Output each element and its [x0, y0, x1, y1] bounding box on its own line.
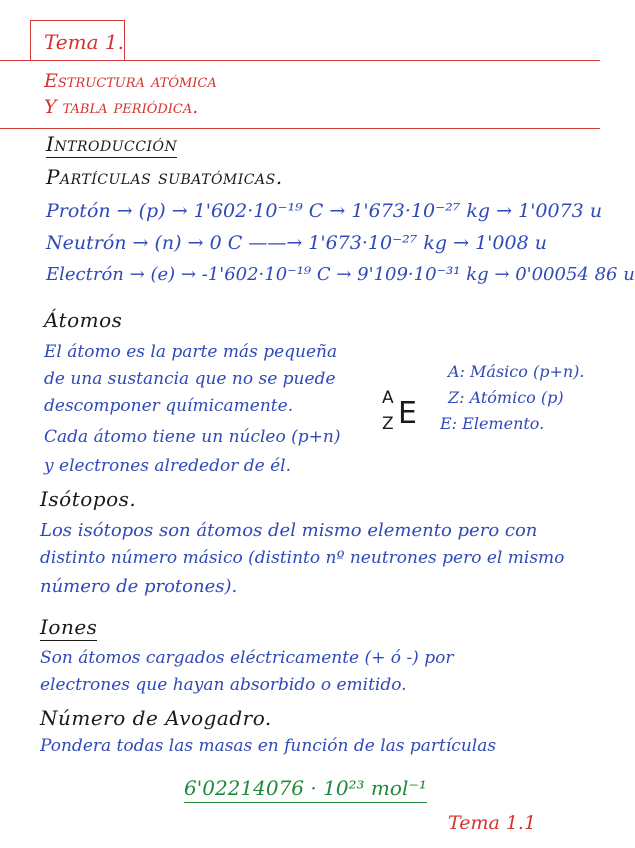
particle-charge: 0 C	[209, 232, 243, 254]
header-rule-top	[0, 60, 600, 61]
intro-heading: Introducción	[46, 132, 178, 156]
atomos-heading: Átomos	[44, 308, 123, 332]
subatomic-heading: Partículas subatómicas.	[46, 165, 283, 189]
isotopos-heading: Isótopos.	[40, 487, 137, 511]
particle-mass-u: 1'0073 u	[518, 200, 603, 222]
atomos-para2-line2: y electrones alrededor de él.	[44, 456, 292, 476]
particle-row-electron: Electrón → (e) → -1'602·10⁻¹⁹ C → 9'109·10⁻³¹ kg → 0'00054 86 u	[46, 264, 635, 285]
isotopos-line3: número de protones).	[40, 576, 238, 597]
particle-name: Electrón	[46, 264, 124, 285]
particle-mass-kg: 1'673·10⁻²⁷ kg	[308, 232, 448, 254]
atomos-para2-line1: Cada átomo tiene un núcleo (p+n)	[44, 427, 341, 447]
iones-line2: electrones que hayan absorbido o emitido.	[40, 675, 407, 695]
legend-mass-number: A: Másico (p+n).	[448, 362, 585, 381]
particle-mass-kg: 9'109·10⁻³¹ kg	[357, 264, 489, 285]
particle-row-neutron: Neutrón → (n) → 0 C ——→ 1'673·10⁻²⁷ kg → 1'008 u	[46, 232, 547, 254]
header-rule-bottom	[0, 128, 600, 129]
particle-name: Protón	[46, 200, 111, 222]
particle-symbol: (n)	[154, 232, 182, 254]
atomos-para1-line1: El átomo es la parte más pequeña	[44, 342, 338, 362]
notation-atomic-number: Z	[382, 414, 394, 434]
tema-label: Tema 1.	[44, 30, 124, 54]
isotopos-line1: Los isótopos son átomos del mismo elemento pero con	[40, 520, 538, 541]
particle-mass-kg: 1'673·10⁻²⁷ kg	[351, 200, 491, 222]
iones-heading: Iones	[40, 615, 98, 639]
particle-row-proton: Protón → (p) → 1'602·10⁻¹⁹ C → 1'673·10⁻²⁷ kg → 1'0073 u	[46, 200, 603, 222]
atomos-para1-line3: descomponer químicamente.	[44, 396, 294, 416]
avogadro-heading: Número de Avogadro.	[40, 706, 272, 730]
notation-mass-number: A	[382, 388, 394, 408]
legend-atomic-number: Z: Atómico (p)	[448, 388, 564, 407]
atomos-para1-line2: de una sustancia que no se puede	[44, 369, 336, 389]
legend-element: E: Elemento.	[440, 414, 545, 433]
particle-symbol: (p)	[138, 200, 166, 222]
isotopos-line2: distinto número másico (distinto nº neutrones pero el mismo	[40, 548, 565, 568]
iones-line1: Son átomos cargados eléctricamente (+ ó -) por	[40, 648, 454, 668]
title-line-1: Estructura atómica	[44, 70, 217, 92]
avogadro-constant: 6'02214076 · 10²³ mol⁻¹	[184, 776, 427, 803]
particle-charge: 1'602·10⁻¹⁹ C	[193, 200, 324, 222]
particle-mass-u: 1'008 u	[475, 232, 547, 254]
particle-name: Neutrón	[46, 232, 127, 254]
notation-element: E	[398, 396, 417, 431]
page-footer-label: Tema 1.1	[448, 812, 537, 834]
particle-charge: -1'602·10⁻¹⁹ C	[201, 264, 331, 285]
title-line-2: Y tabla periódica.	[44, 96, 199, 118]
particle-mass-u: 0'00054 86 u	[515, 264, 635, 285]
particle-symbol: (e)	[150, 264, 176, 285]
avogadro-line1: Pondera todas las masas en función de las partículas	[40, 736, 497, 756]
